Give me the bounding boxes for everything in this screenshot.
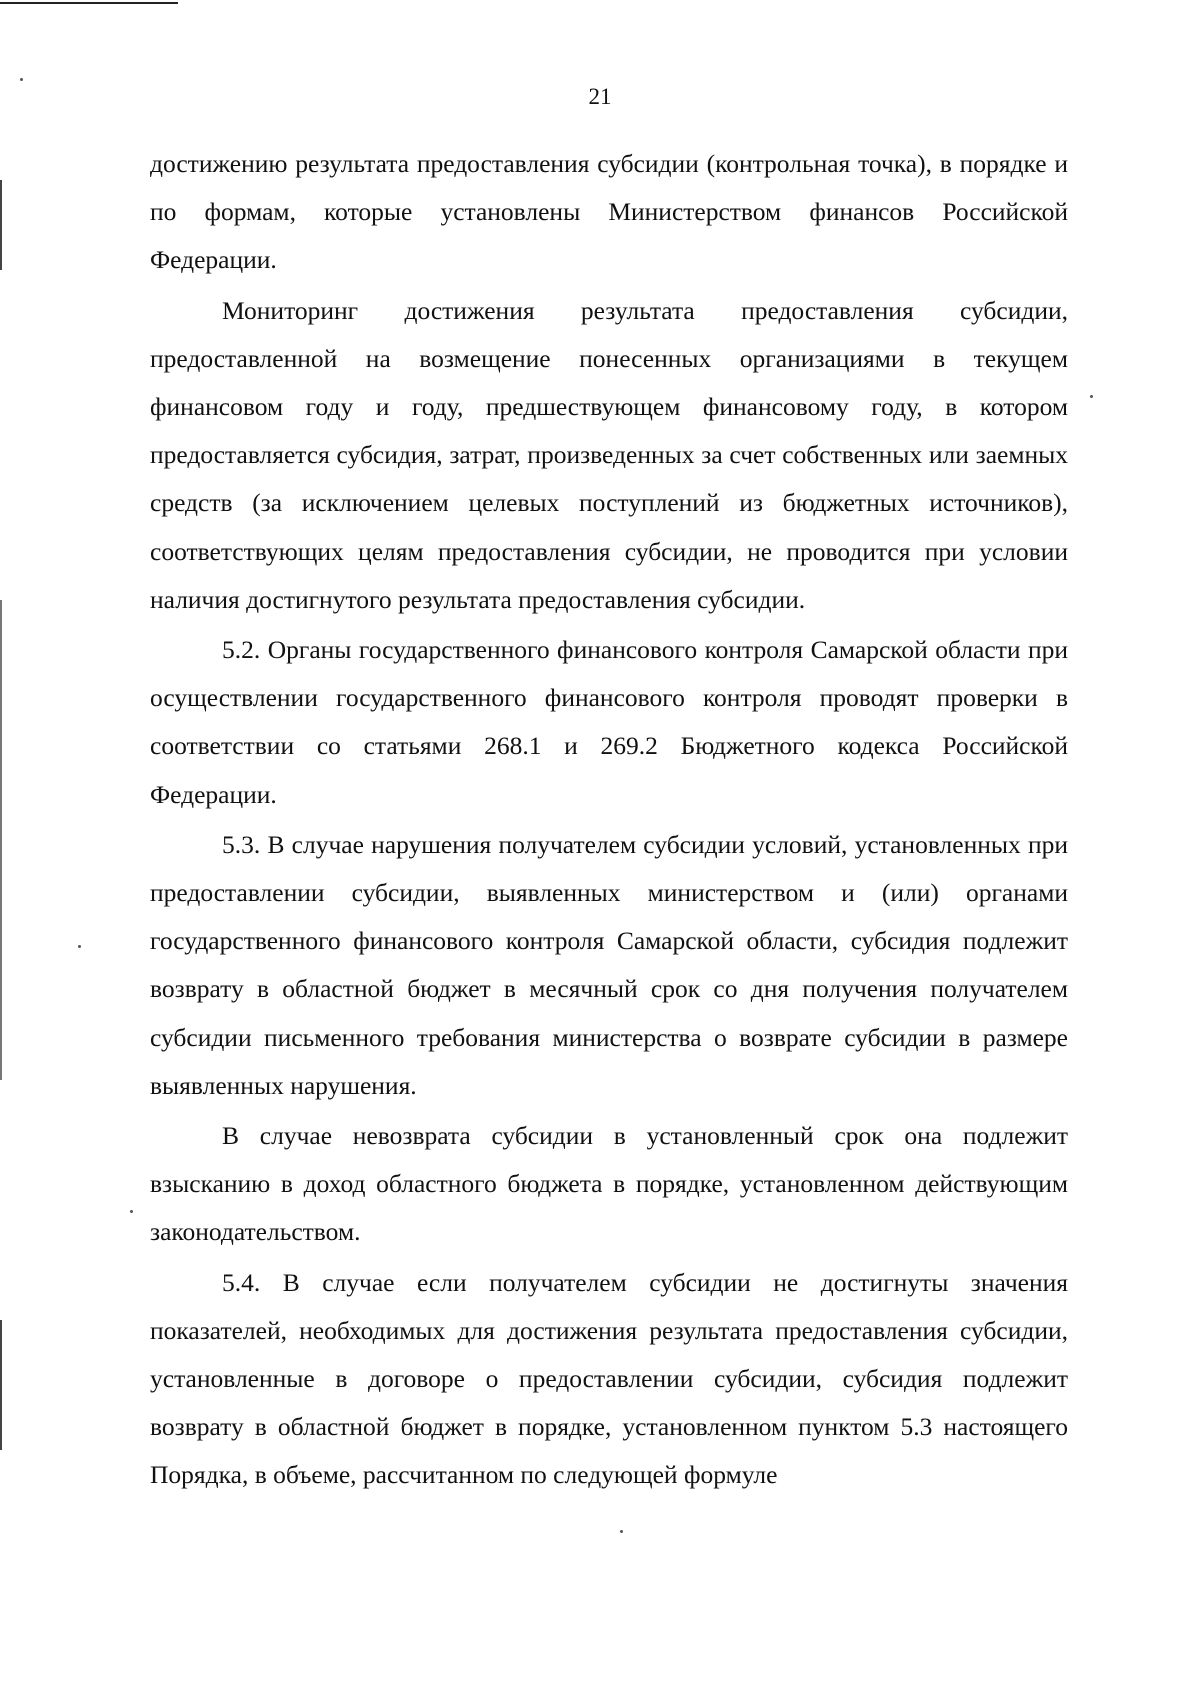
paragraph-5-4: 5.4. В случае если получателем субсидии не достигнуты значения показателей, необходимых для достижения результата предоставления субсидии, установленные в договоре о предоставлении субсидии, субсидия подлежит возврату в областной бюджет в порядке, установленном пунктом 5.3 настоящего Порядка, в объеме, рассчитанном по следующей формуле	[150, 1267, 1068, 1490]
scan-speck	[620, 1530, 623, 1533]
paragraph-5-3: 5.3. В случае нарушения получателем субсидии условий, установленных при предоставлении субсидии, выявленных министерством и (или) органами государственного финансового контроля Самарской области, субсидия подлежит возврату в областной бюджет в месячный срок со дня получения получателем субсидии письменного требования министерства о возврате субсидии в размере выявленных нарушения.	[150, 829, 1068, 1100]
scan-edge-mark	[0, 600, 2, 1080]
paragraph-5-2: 5.2. Органы государственного финансового контроля Самарской области при осуществлении государственного финансового контроля проводят проверки в соответствии со статьями 268.1 и 269.2 Бюджетного кодекса Российской Федерации.	[150, 635, 1068, 809]
paragraph-monitoring: Мониторинг достижения результата предоставления субсидии, предоставленной на возмещение понесенных организациями в текущем финансовом году и году, предшествующем финансовому году, в котором предоставляется субсидия, затрат, произведенных за счет собственных или заемных средств (за исключением целевых поступлений из бюджетных источников), соответствующих целям предоставления субсидии, не проводится при условии наличия достигнутого результата предоставления субсидии.	[150, 295, 1068, 614]
scan-speck	[78, 945, 81, 948]
scan-edge-line	[0, 2, 178, 4]
scan-speck	[1090, 395, 1093, 398]
paragraph-non-return: В случае невозврата субсидии в установленный срок она подлежит взысканию в доход областного бюджета в порядке, установленном действующим законодательством.	[150, 1121, 1068, 1247]
paragraph-continuation: достижению результата предоставления субсидии (контрольная точка), в порядке и по формам, которые установлены Министерством финансов Российской Федерации.	[150, 149, 1068, 275]
page-number: 21	[588, 84, 612, 109]
scan-speck	[130, 1210, 133, 1213]
scan-edge-mark	[0, 180, 2, 270]
scan-speck	[20, 78, 23, 81]
scan-edge-mark	[0, 1320, 2, 1450]
document-body	[150, 140, 1068, 1500]
